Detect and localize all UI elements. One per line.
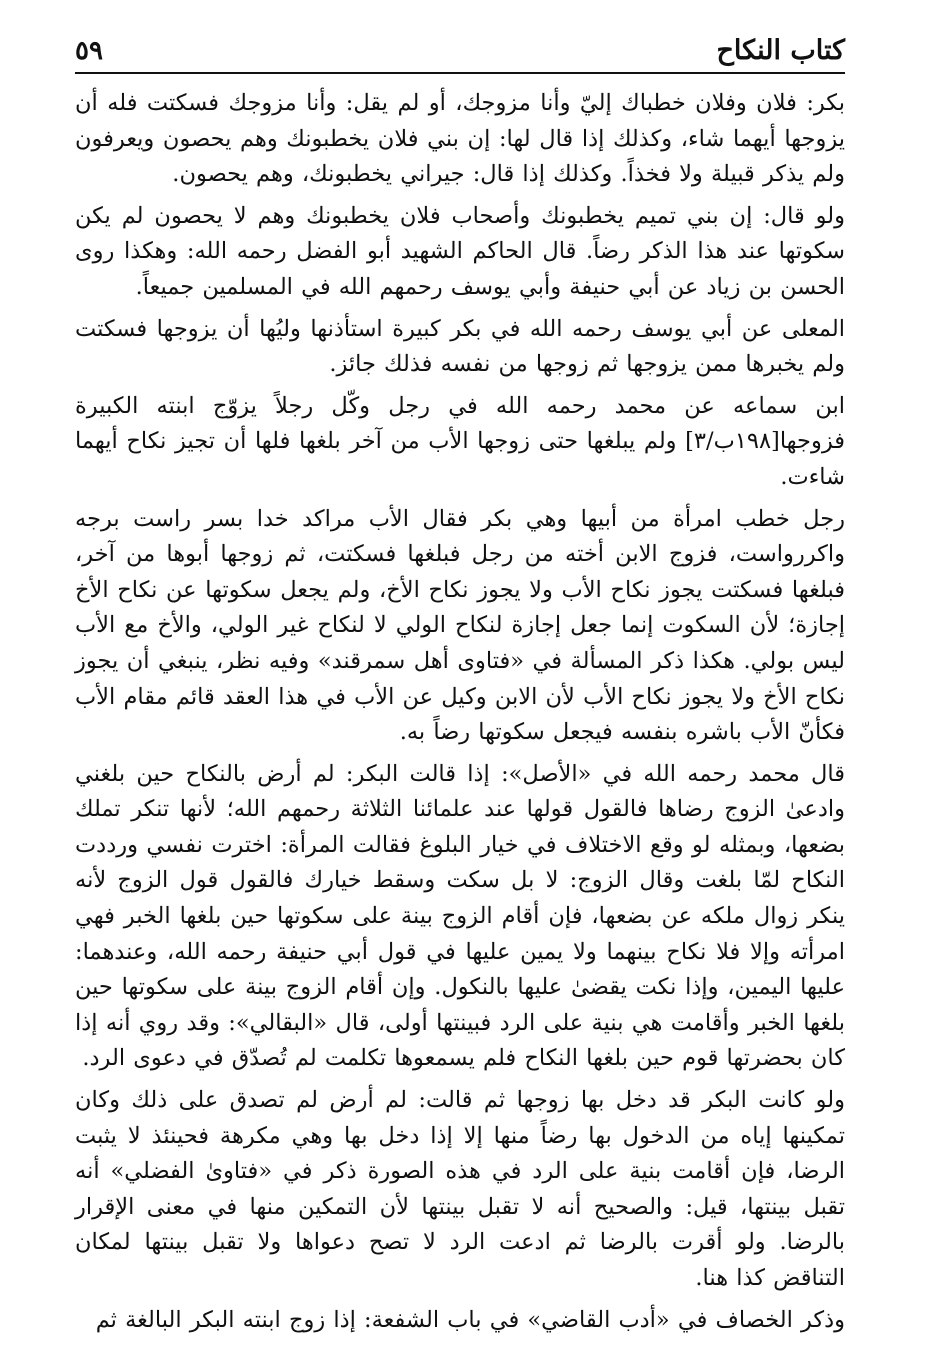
paragraph: ولو كانت البكر قد دخل بها زوجها ثم قالت: لم أرض لم تصدق على ذلك وكان تمكينها إياه من الدخول بها رضاً منها إلا إذا دخل بها وهي مكرهة فحينئذ لا يثبت الرضا، فإن أقامت بنية على الرد في هذه الصورة ذكر في «فتاوىٰ الفضلي» أنه تقبل بينتها، قيل: والصحيح أنه لا تقبل بينتها لأن التمكين منها في معنى الإقرار بالرضا. ولو أقرت بالرضا ثم ادعت الرد لا تصح دعواها ولا تقبل بينتها لمكان التناقض كذا هنا.: [75, 1087, 845, 1291]
page-number: ٥٩: [75, 36, 103, 66]
paragraph: ابن سماعه عن محمد رحمه الله في رجل وكّل رجلاً يزوّج ابنته الكبيرة فزوجها[١٩٨ب/٣] ولم يبلغها حتى زوجها الأب من آخر بلغها فلها أن تجيز نكاح أيهما شاءت.: [75, 392, 845, 490]
header-divider: [75, 72, 845, 74]
book-page: [75, 30, 845, 1350]
body-text: [75, 86, 845, 1338]
paragraph: ولو قال: إن بني تميم يخطبونك وأصحاب فلان يخطبونك وهم لا يحصون لم يكن سكوتها عند هذا الذكر رضاً. قال الحاكم الشهيد أبو الفضل رحمه الله: وهكذا روى الحسن بن زياد عن أبي حنيفة وأبي يوسف رحمهم الله في المسلمين جميعاً.: [75, 202, 845, 300]
paragraph: المعلى عن أبي يوسف رحمه الله في بكر كبيرة استأذنها وليُها أن يزوجها فسكتت ولم يخبرها ممن يزوجها ثم زوجها من نفسه فذلك جائز.: [75, 315, 845, 378]
paragraph: بكر: فلان وفلان خطباك إليّ وأنا مزوجك، أو لم يقل: وأنا مزوجك فسكتت فله أن يزوجها أيهما شاء، وكذلك إذا قال لها: إن بني فلان يخطبونك وهم يحصون ويعرفون ولم يذكر قبيلة ولا فخذاً. وكذلك إذا قال: جيراني يخطبونك، وهم يحصون.: [75, 90, 845, 188]
paragraph: قال محمد رحمه الله في «الأصل»: إذا قالت البكر: لم أرض بالنكاح حين بلغني وادعىٰ الزوج رضاها فالقول قولها عند علمائنا الثلاثة رحمهم الله؛ لأنها تنكر تملك بضعها، وبمثله لو وقع الاختلاف في خيار البلوغ فقالت المرأة: اخترت نفسي ورددت النكاح لمّا بلغت وقال الزوج: لا بل سكت وسقط خيارك فالقول قول الزوج لأنه ينكر زوال ملكه عن بضعها، فإن أقام الزوج بينة على سكوتها حين بلغها الخبر فهي امرأته وإلا فلا نكاح بينهما ولا يمين عليها في قول أبي حنيفة رحمه الله، وعندهما: عليها اليمين، وإذا نكت يقضىٰ عليها بالنكول. وإن أقام الزوج بينة على سكوتها حين بلغها الخبر وأقامت هي بنية على الرد فبينتها أولى، قال «البقالي»: وقد روي أنه إذا كان بحضرتها قوم حين بلغها النكاح فلم يسمعوها تكلمت لم تُصدّق في دعوى الرد.: [75, 760, 845, 1072]
paragraph: رجل خطب امرأة من أبيها وهي بكر فقال الأب مراكد خدا بسر راست برجه واكررواست، فزوج الابن أخته من رجل فبلغها فسكتت، ثم زوجها أبوها من آخر، فبلغها فسكتت يجوز نكاح الأب ولا يجوز نكاح الأخ، ولم يجعل سكوتها عن نكاح الأخ إجازة؛ لأن السكوت إنما جعل إجازة لنكاح الولي لا لنكاح غير الولي، والأخ مع الأب ليس بولي. هكذا ذكر المسألة في «فتاوى أهل سمرقند» وفيه نظر، ينبغي أن يجوز نكاح الأخ ولا يجوز نكاح الأب لأن الابن وكيل عن الأب في هذا العقد قائم مقام الأب فكأنّ الأب باشره بنفسه فيجعل سكوتها رضاً به.: [75, 505, 845, 746]
page-header: [75, 30, 845, 72]
paragraph: وذكر الخصاف في «أدب القاضي» في باب الشفعة: إذا زوج ابنته البكر البالغة ثم: [95, 1306, 845, 1333]
running-title: كتاب النكاح: [716, 35, 845, 66]
